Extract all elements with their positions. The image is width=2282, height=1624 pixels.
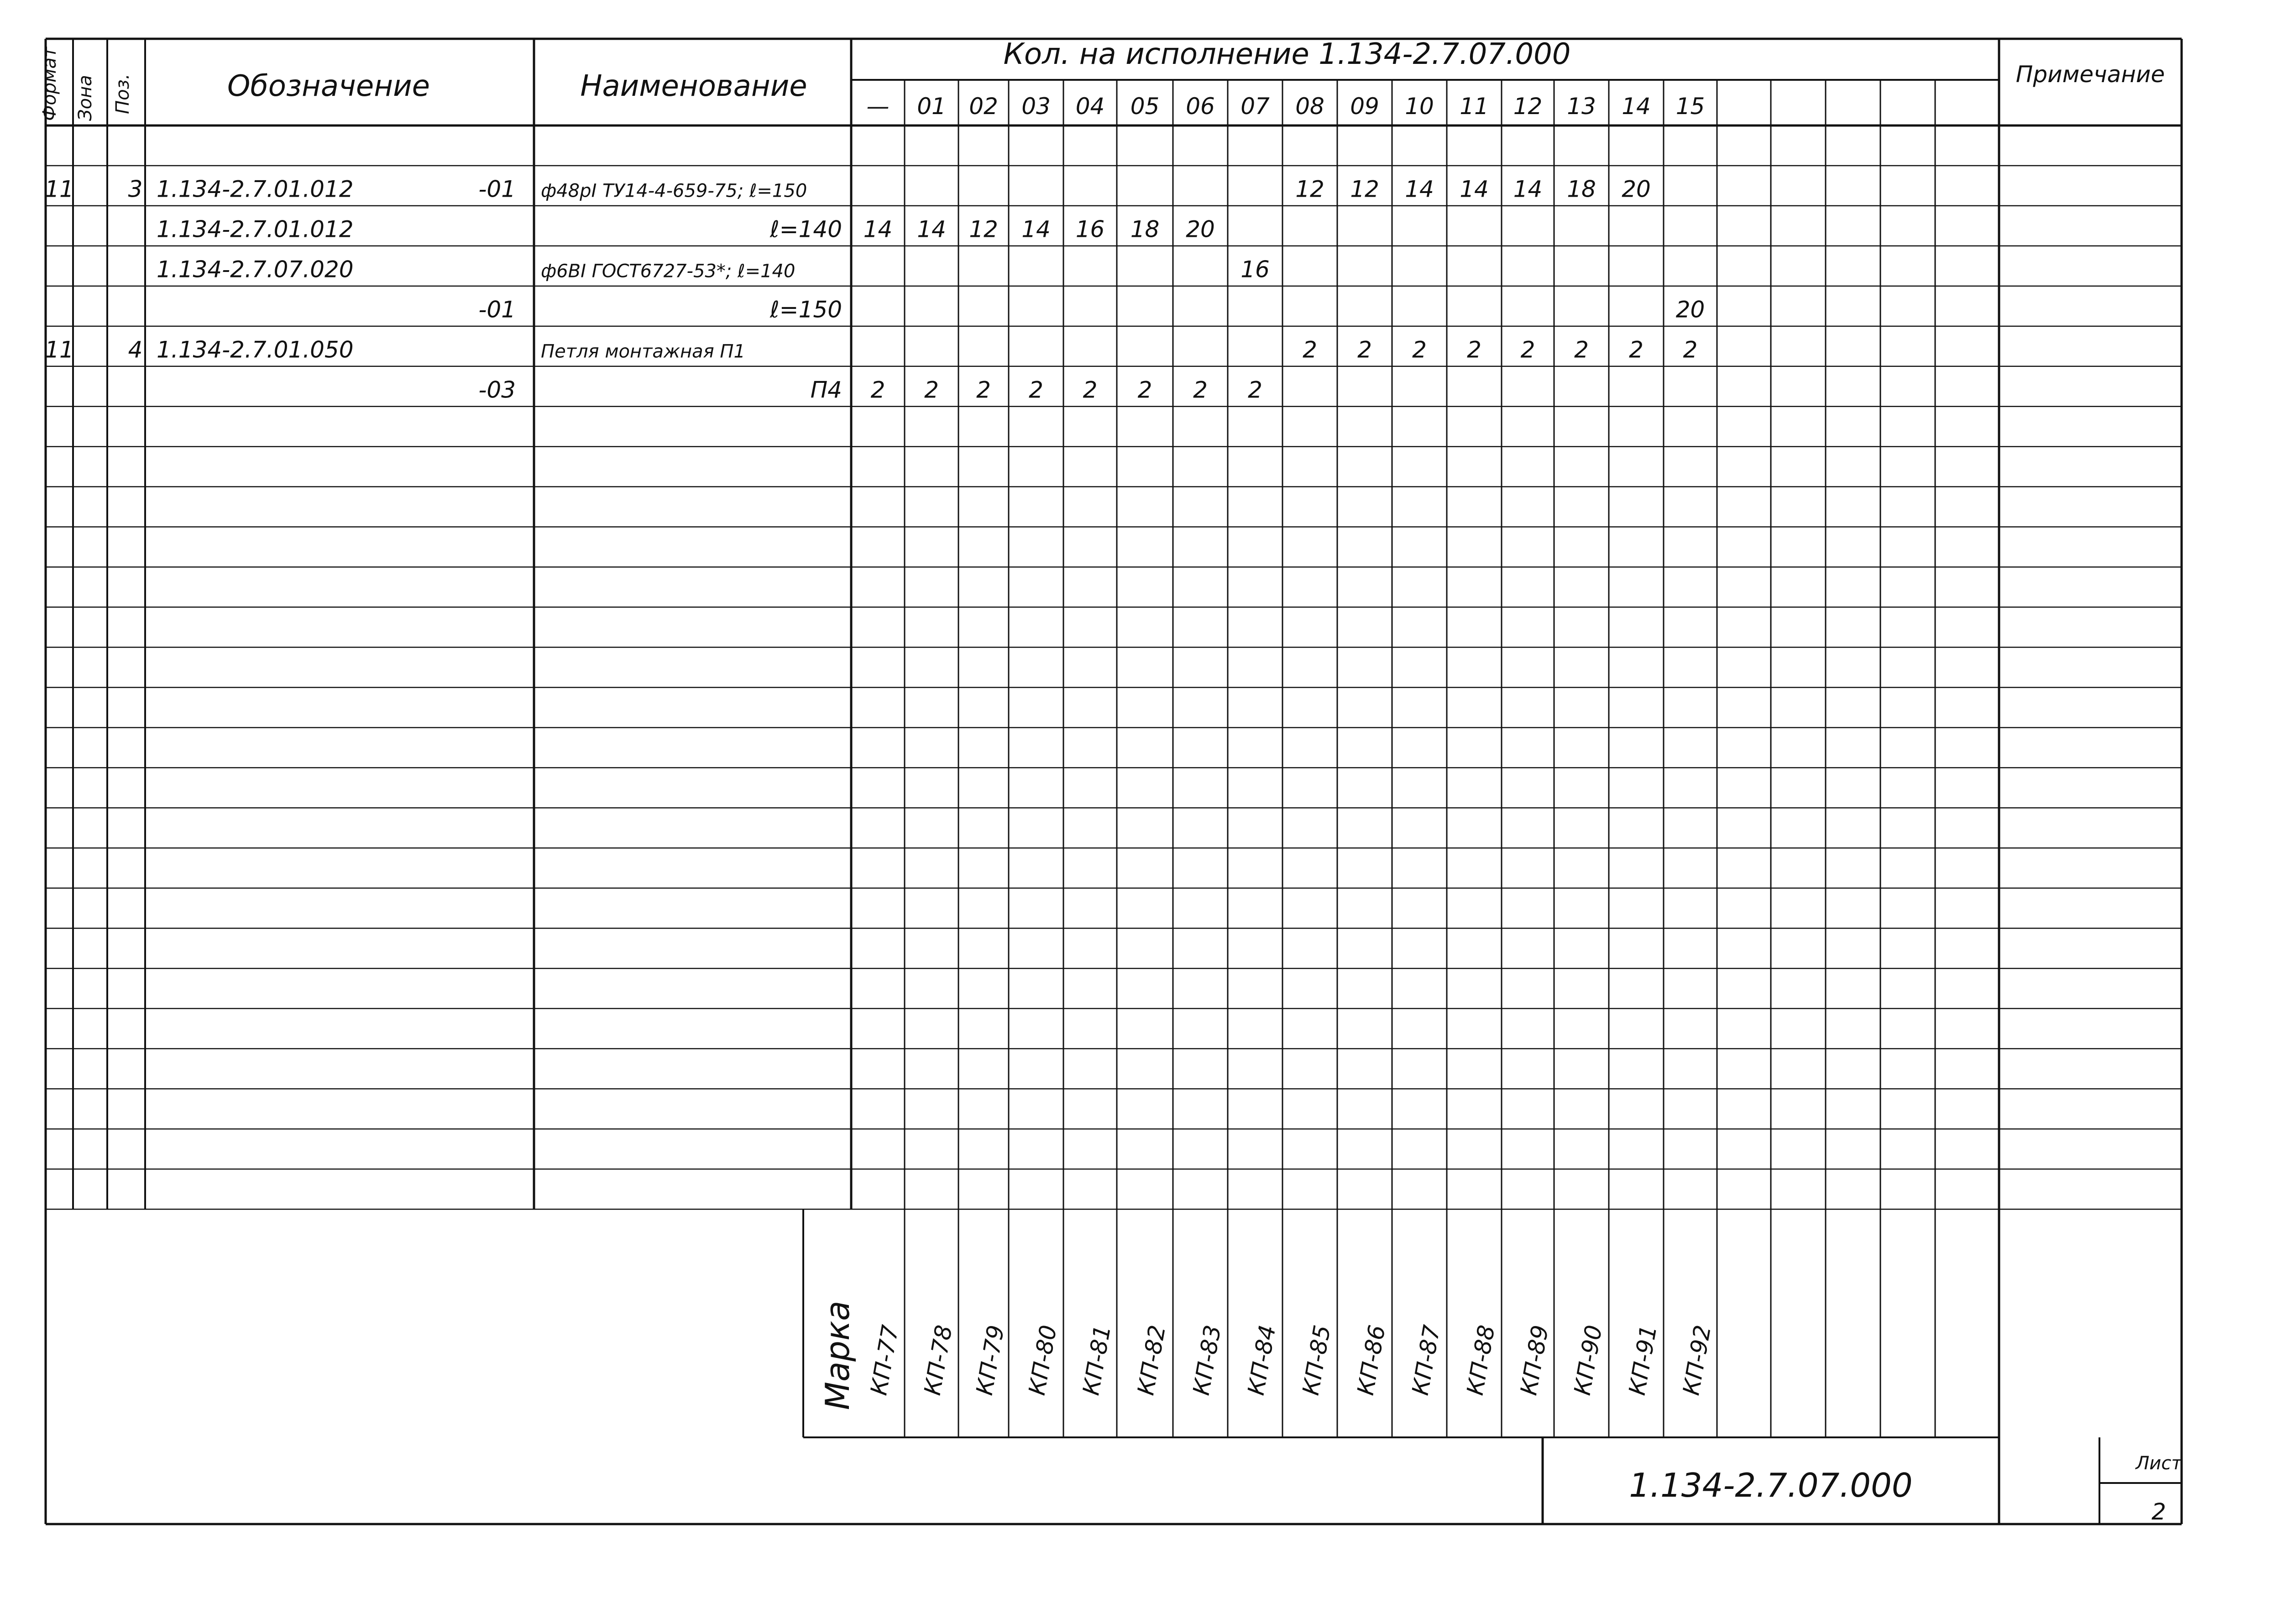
marka-value: КП-89 bbox=[1515, 1323, 1554, 1398]
variant-header: 12 bbox=[1513, 93, 1543, 120]
row-qty: 18 bbox=[1567, 176, 1596, 203]
header-zone: Зона bbox=[75, 75, 96, 121]
variant-header: 07 bbox=[1240, 93, 1270, 120]
row-designation: 1.134-2.7.01.012 bbox=[157, 216, 354, 243]
row-format: 11 bbox=[45, 336, 74, 363]
variant-header: 14 bbox=[1622, 93, 1651, 120]
row-qty: 2 bbox=[1303, 336, 1317, 363]
sheet-label: Лист bbox=[2135, 1453, 2182, 1474]
variant-header: 01 bbox=[917, 93, 946, 120]
row-designation: 1.134-2.7.07.020 bbox=[157, 256, 354, 283]
row-qty: 14 bbox=[1513, 176, 1543, 203]
row-qty: 14 bbox=[1021, 216, 1051, 243]
header-format: Формат bbox=[39, 47, 60, 121]
row-name: ф48рI ТУ14-4-659-75; ℓ=150 bbox=[541, 180, 807, 202]
row-name: ℓ=150 bbox=[770, 296, 842, 323]
row-qty: 12 bbox=[1295, 176, 1324, 203]
row-qty: 20 bbox=[1675, 296, 1705, 323]
marka-value: КП-90 bbox=[1569, 1323, 1607, 1398]
table-body bbox=[45, 176, 1705, 403]
row-qty: 14 bbox=[917, 216, 946, 243]
header-designation: Обозначение bbox=[227, 69, 430, 103]
variant-header: 11 bbox=[1460, 93, 1489, 120]
header-note: Примечание bbox=[2015, 61, 2165, 88]
variant-header: 15 bbox=[1675, 93, 1705, 120]
row-qty: 12 bbox=[1350, 176, 1379, 203]
variant-header: 09 bbox=[1350, 93, 1379, 120]
marka-value: КП-78 bbox=[919, 1323, 958, 1398]
marka-value: КП-81 bbox=[1078, 1323, 1116, 1398]
row-qty: 2 bbox=[1574, 336, 1589, 363]
marka-value: КП-82 bbox=[1132, 1323, 1171, 1398]
row-designation: 1.134-2.7.01.012 bbox=[157, 176, 354, 203]
row-qty: 2 bbox=[1357, 336, 1372, 363]
variant-header: 13 bbox=[1567, 93, 1596, 120]
row-designation-suffix: -03 bbox=[478, 376, 516, 403]
variant-header: 06 bbox=[1186, 93, 1215, 120]
row-designation-suffix: -01 bbox=[478, 176, 516, 203]
variant-header: 03 bbox=[1021, 93, 1051, 120]
row-qty: 2 bbox=[1248, 376, 1262, 403]
marka-label: Марка bbox=[818, 1300, 857, 1410]
row-qty: 20 bbox=[1186, 216, 1215, 243]
marka-value: КП-87 bbox=[1407, 1323, 1445, 1398]
variant-header: 05 bbox=[1130, 93, 1160, 120]
marka-value: КП-86 bbox=[1352, 1323, 1391, 1398]
marka-value: КП-77 bbox=[865, 1323, 904, 1398]
row-qty: 2 bbox=[1137, 376, 1152, 403]
row-qty: 18 bbox=[1130, 216, 1160, 243]
row-qty: 2 bbox=[924, 376, 939, 403]
header-name: Наименование bbox=[580, 69, 807, 103]
row-qty: 2 bbox=[1193, 376, 1208, 403]
row-qty: 12 bbox=[969, 216, 998, 243]
grid-lines bbox=[46, 39, 2182, 1524]
row-qty: 2 bbox=[1683, 336, 1698, 363]
row-qty: 16 bbox=[1240, 256, 1270, 283]
variant-header: 02 bbox=[969, 93, 998, 120]
marka-value: КП-88 bbox=[1461, 1323, 1500, 1398]
row-qty: 2 bbox=[976, 376, 991, 403]
variant-header: 08 bbox=[1295, 93, 1324, 120]
row-qty: 20 bbox=[1622, 176, 1651, 203]
row-name: ф6ВI ГОСТ6727-53*; ℓ=140 bbox=[541, 261, 796, 282]
row-position: 3 bbox=[128, 176, 143, 203]
header-pos: Поз. bbox=[112, 73, 133, 114]
sheet-number: 2 bbox=[2151, 1499, 2166, 1525]
doc-number: 1.134-2.7.07.000 bbox=[1629, 1466, 1913, 1504]
marka-value: КП-85 bbox=[1297, 1323, 1336, 1398]
row-designation-suffix: -01 bbox=[478, 296, 516, 323]
row-name: ℓ=140 bbox=[770, 216, 842, 243]
header-qty-title: Кол. на исполнение 1.134-2.7.07.000 bbox=[1003, 37, 1571, 71]
row-qty: 14 bbox=[863, 216, 893, 243]
row-qty: 14 bbox=[1460, 176, 1489, 203]
row-format: 11 bbox=[45, 176, 74, 203]
marka-value: КП-80 bbox=[1023, 1323, 1062, 1398]
row-qty: 14 bbox=[1405, 176, 1434, 203]
variant-header: 10 bbox=[1405, 93, 1434, 120]
marka-value: КП-91 bbox=[1623, 1323, 1662, 1398]
variant-header: — bbox=[866, 93, 890, 120]
row-name: Петля монтажная П1 bbox=[541, 341, 745, 362]
row-qty: 2 bbox=[1029, 376, 1043, 403]
row-position: 4 bbox=[128, 336, 143, 363]
row-qty: 16 bbox=[1075, 216, 1105, 243]
row-name: П4 bbox=[810, 376, 842, 403]
row-qty: 2 bbox=[1629, 336, 1643, 363]
variant-headers bbox=[867, 93, 1705, 120]
row-qty: 2 bbox=[1520, 336, 1535, 363]
marka-value: КП-92 bbox=[1678, 1323, 1717, 1398]
marka-value: КП-79 bbox=[971, 1323, 1010, 1398]
marka-value: КП-84 bbox=[1242, 1323, 1281, 1398]
marka-value: КП-83 bbox=[1188, 1323, 1226, 1398]
row-qty: 2 bbox=[870, 376, 885, 403]
row-qty: 2 bbox=[1083, 376, 1098, 403]
row-qty: 2 bbox=[1467, 336, 1481, 363]
row-qty: 2 bbox=[1412, 336, 1427, 363]
variant-header: 04 bbox=[1075, 93, 1105, 120]
row-designation: 1.134-2.7.01.050 bbox=[157, 336, 354, 363]
marka-values bbox=[865, 1323, 1716, 1397]
